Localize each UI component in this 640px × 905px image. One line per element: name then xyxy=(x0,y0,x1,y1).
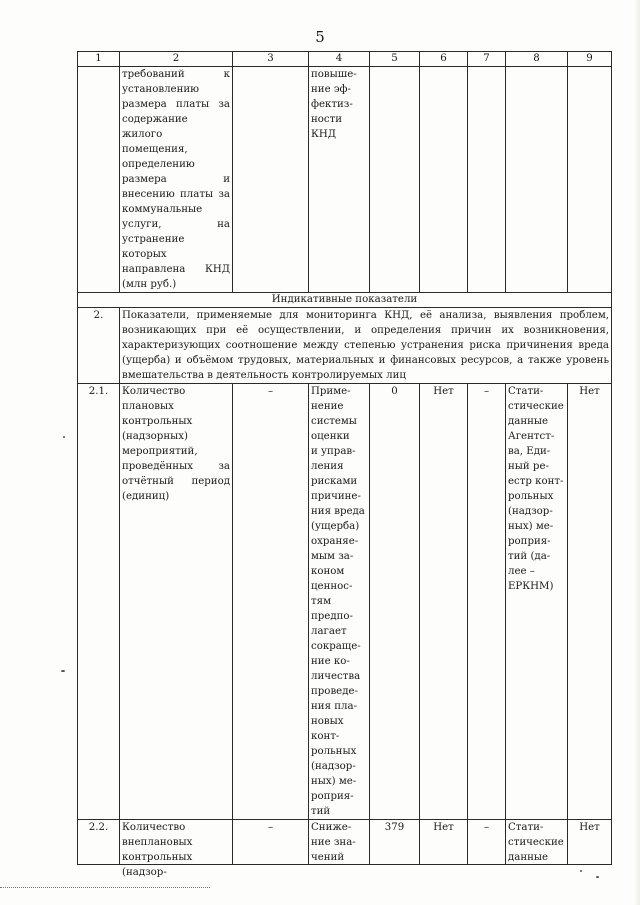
cell-col5: 0 xyxy=(370,384,420,820)
cell-col3: – xyxy=(233,820,309,865)
cell-col4: повыше- ние эф- фектиз- ности КНД xyxy=(309,67,370,293)
section-header-row xyxy=(78,293,612,308)
cell-col8 xyxy=(506,820,568,865)
cell-col7: – xyxy=(468,820,506,865)
cell-col5 xyxy=(370,67,420,293)
column-number: 1 xyxy=(78,52,120,67)
cell-col8 xyxy=(506,67,568,293)
cell-indicator-name: требований к установлению размера платы за содержание жилого помещения, определению размера и внесению платы за коммунальные услуги, на устранение которых направлена КНД (млн руб.) xyxy=(120,67,233,293)
column-number: 8 xyxy=(506,52,568,67)
cell-col4 xyxy=(309,820,370,865)
scan-speck xyxy=(596,876,599,878)
page-number: 5 xyxy=(315,28,325,46)
column-number: 9 xyxy=(568,52,612,67)
scan-artifact-dots xyxy=(0,887,210,889)
cell-col7 xyxy=(468,67,506,293)
cell-col6 xyxy=(420,67,468,293)
table-row-2-1 xyxy=(78,384,612,820)
cell-number: 2.1. xyxy=(78,384,120,820)
table-row-2 xyxy=(78,308,612,384)
table-row-continuation xyxy=(78,67,612,293)
column-number: 5 xyxy=(370,52,420,67)
column-number: 3 xyxy=(233,52,309,67)
column-numbers-row xyxy=(78,52,612,67)
cell-col9 xyxy=(568,67,612,293)
column-number: 4 xyxy=(309,52,370,67)
cell-col8-text: Стати- стические данные xyxy=(508,822,564,863)
section-header: Индикативные показатели xyxy=(78,293,612,308)
table-row-2-2 xyxy=(78,820,612,865)
scan-edge xyxy=(634,0,640,905)
cell-col3: – xyxy=(233,384,309,820)
cell-number: 2.2. xyxy=(78,820,120,865)
cell-col4-text: Сниже- ние зна- чений xyxy=(311,822,356,863)
column-number: 2 xyxy=(120,52,233,67)
cell-number: 2. xyxy=(78,308,120,384)
cell-indicator-name-text: Количество внеплановых контрольных (надзор- xyxy=(122,822,193,878)
cell-col8: Стати- стические данные Агентст- ва, Еди- ный ре- естр конт- рольных (надзор- ных) ме- роприя- тий (да- лее – ЕРКНМ) xyxy=(506,384,568,820)
scan-speck xyxy=(61,670,65,672)
cell-col4: Приме- нение системы оценки и управ- ления рисками причине- ния вреда (ущерба) охраняе- мым за- коном ценнос- тям предпо- лагает сокраще- ние ко- личества проведе- ния пла- новых конт- рольных (надзор- ных) ме- роприя- тий xyxy=(309,384,370,820)
scan-speck xyxy=(580,870,582,872)
cell-col7: – xyxy=(468,384,506,820)
cell-indicator-group-description: Показатели, применяемые для мониторинга КНД, её анализа, выявления проблем, возникающих при её осуществлении, и определения причин их возникновения, характеризующих соотношение между степенью устранения риска причинения вреда (ущерба) и объёмом трудовых, материальных и финансовых ресурсов, а также уровень вмешательства в деятельность контролируемых лиц xyxy=(120,308,612,384)
cell-indicator-name xyxy=(120,820,233,878)
indicators-table xyxy=(77,51,612,878)
cell-col9: Нет xyxy=(568,384,612,820)
column-number: 6 xyxy=(420,52,468,67)
cell-col5: 379 xyxy=(370,820,420,865)
cell-indicator-name: Количество плановых контрольных (надзорных) мероприятий, проведённых за отчётный период (единиц) xyxy=(120,384,233,820)
cell-col6: Нет xyxy=(420,820,468,865)
column-number: 7 xyxy=(468,52,506,67)
cell-number xyxy=(78,67,120,293)
scan-speck xyxy=(63,436,65,438)
cell-col6: Нет xyxy=(420,384,468,820)
cell-col9: Нет xyxy=(568,820,612,865)
cell-col3 xyxy=(233,67,309,293)
